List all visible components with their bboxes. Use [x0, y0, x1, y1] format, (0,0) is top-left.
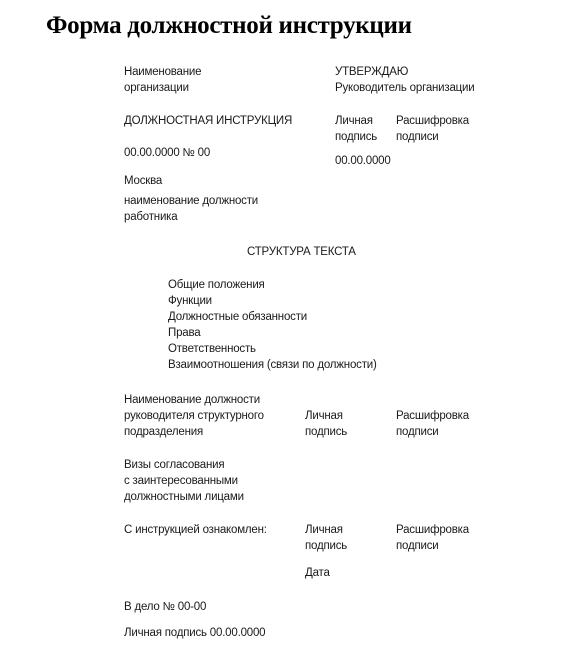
signature-line: Личная [335, 115, 373, 127]
acquainted-label: С инструкцией ознакомлен: [124, 524, 267, 536]
doc-number: 00.00.0000 № 00 [124, 147, 211, 159]
org-name-line: организации [124, 82, 189, 94]
visas [124, 457, 244, 505]
decode-line: подписи [396, 131, 439, 143]
list-item: Ответственность [168, 343, 256, 355]
visas-line: Визы согласования [124, 459, 225, 471]
city: Москва [124, 175, 163, 187]
decode-line: Расшифровка [396, 410, 469, 422]
position-name [124, 193, 258, 225]
signature-line: Личная [305, 524, 343, 536]
list-item: Общие положения [168, 279, 265, 291]
file-note: В дело № 00-00 [124, 601, 207, 613]
org-name [124, 64, 201, 96]
structure-list [168, 277, 377, 373]
visas-line: должностными лицами [124, 491, 244, 503]
position-name-line: работника [124, 211, 178, 223]
acquainted-date: Дата [305, 567, 330, 579]
head-decode [396, 408, 469, 440]
head-label-line: подразделения [124, 426, 203, 438]
decode-line: Расшифровка [396, 115, 469, 127]
decode-line: подписи [396, 426, 439, 438]
approve-decode [396, 113, 469, 145]
page-title: Форма должностной инструкции [46, 12, 412, 39]
list-item: Функции [168, 295, 212, 307]
list-item: Должностные обязанности [168, 311, 307, 323]
structure-heading: СТРУКТУРА ТЕКСТА [247, 246, 356, 258]
approve-label: УТВЕРЖДАЮ [335, 66, 409, 78]
approve-head: Руководитель организации [335, 82, 475, 94]
decode-line: подписи [396, 540, 439, 552]
decode-line: Расшифровка [396, 524, 469, 536]
visas-line: с заинтересованными [124, 475, 238, 487]
head-label [124, 392, 264, 440]
acquainted-decode [396, 522, 469, 554]
head-signature [305, 408, 347, 440]
signature-line: подпись [335, 131, 378, 143]
list-item: Взаимоотношения (связи по должности) [168, 359, 377, 371]
acquainted-signature [305, 522, 347, 554]
signature-line: подпись [305, 540, 348, 552]
signature-line: подпись [305, 426, 348, 438]
position-name-line: наименование должности [124, 195, 259, 207]
list-item: Права [168, 327, 201, 339]
head-label-line: Наименование должности [124, 394, 260, 406]
approve-signature [335, 113, 377, 145]
approve-date: 00.00.0000 [335, 155, 391, 167]
doc-title: ДОЛЖНОСТНАЯ ИНСТРУКЦИЯ [124, 115, 293, 127]
signature-line: Личная [305, 410, 343, 422]
final-signature: Личная подпись 00.00.0000 [124, 627, 266, 639]
head-label-line: руководителя структурного [124, 410, 264, 422]
org-name-line: Наименование [124, 66, 202, 78]
